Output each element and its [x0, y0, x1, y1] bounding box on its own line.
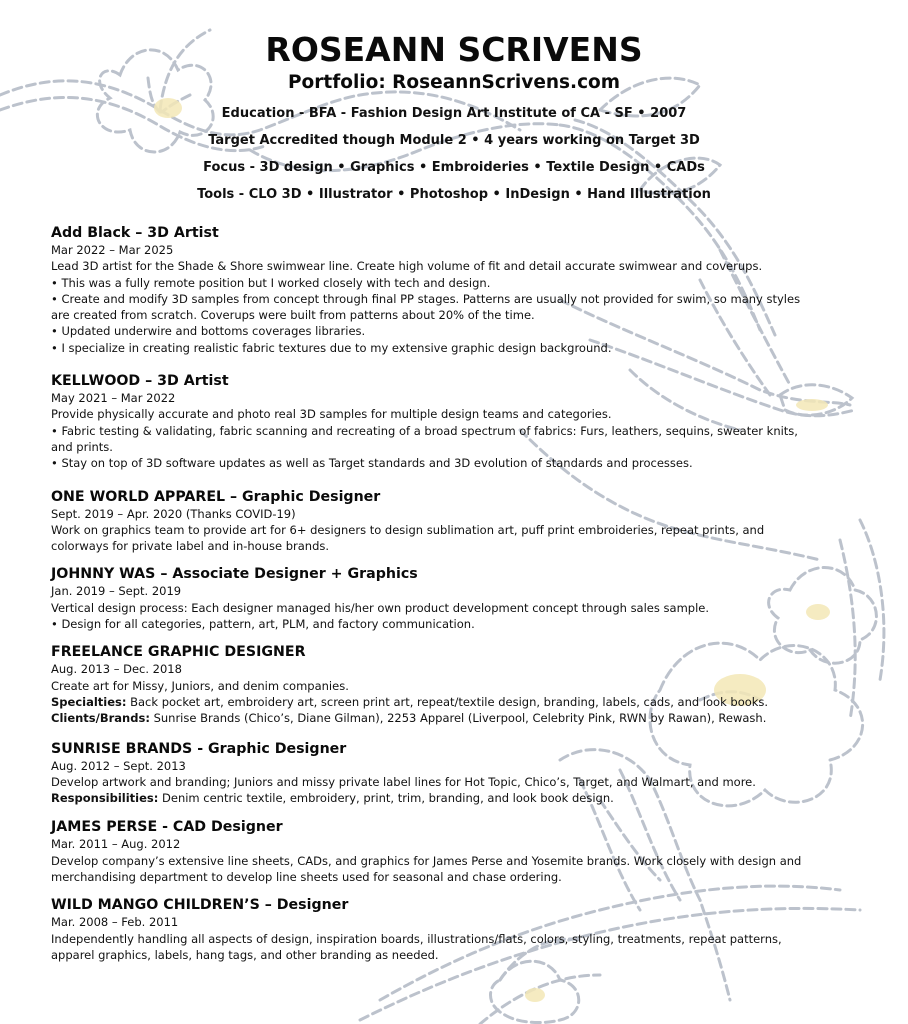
job-description-line: Independently handling all aspects of design, inspiration boards, illustrations/flats, colors, styling, treatments, repeat patterns,: [51, 931, 782, 946]
job-description-line: Create art for Missy, Juniors, and denim companies.: [51, 678, 349, 693]
job-entry: [51, 224, 866, 356]
job-entry: [51, 818, 866, 885]
job-title: JAMES PERSE - CAD Designer: [51, 819, 283, 836]
job-description-line: Lead 3D artist for the Shade & Shore swimwear line. Create high volume of fit and detail accurate swimwear and coverups.: [51, 259, 763, 274]
job-description-line: Develop company’s extensive line sheets, CADs, and graphics for James Perse and Yosemite brands. Work closely with design and: [51, 853, 802, 868]
job-dates: Aug. 2013 – Dec. 2018: [51, 662, 182, 677]
job-title: KELLWOOD – 3D Artist: [51, 373, 229, 390]
tools-line: Tools - CLO 3D • Illustrator • Photoshop • InDesign • Hand Illustration: [197, 187, 711, 202]
job-description-line: • Stay on top of 3D software updates as well as Target standards and 3D evolution of standards and processes.: [51, 456, 693, 471]
job-description-line: Provide physically accurate and photo real 3D samples for multiple design teams and categories.: [51, 407, 612, 422]
candidate-name: ROSEANN SCRIVENS: [265, 30, 643, 69]
job-description-line: [51, 694, 866, 710]
job-entry: [51, 740, 866, 807]
job-dates: May 2021 – Mar 2022: [51, 391, 176, 406]
job-description-line: • I specialize in creating realistic fabric textures due to my extensive graphic design background.: [51, 340, 612, 355]
resume-header: [0, 0, 908, 208]
job-title: ONE WORLD APPAREL – Graphic Designer: [51, 488, 381, 505]
job-description-line: [51, 710, 866, 726]
portfolio-link[interactable]: Portfolio: RoseannScrivens.com: [287, 72, 621, 93]
experience-section: [51, 224, 866, 963]
job-description-line: • Updated underwire and bottoms coverages libraries.: [51, 324, 366, 339]
job-description-line: and prints.: [51, 439, 113, 454]
job-dates: Aug. 2012 – Sept. 2013: [51, 758, 186, 773]
job-entry: [51, 488, 866, 555]
job-description-line: apparel graphics, labels, hang tags, and other branding as needed.: [51, 947, 439, 962]
job-description-line: • Create and modify 3D samples from concept through final PP stages. Patterns are usually not provided for swim, so many styles: [51, 291, 801, 306]
job-line-label: Responsibilities:: [51, 791, 159, 806]
job-description-line: • Fabric testing & validating, fabric scanning and recreating of a broad spectrum of fabrics: Furs, leathers, sequins, sweater knits,: [51, 423, 798, 438]
job-line-text: Denim centric textile, embroidery, print, trim, branding, and look book design.: [158, 791, 614, 806]
education-line: Education - BFA - Fashion Design Art Institute of CA - SF • 2007: [221, 106, 687, 121]
job-description-line: • Design for all categories, pattern, art, PLM, and factory communication.: [51, 617, 475, 632]
job-title: JOHNNY WAS – Associate Designer + Graphics: [51, 566, 418, 583]
job-line-text: Sunrise Brands (Chico’s, Diane Gilman), 2253 Apparel (Liverpool, Celebrity Pink, RWN by Rawan), Rewash.: [149, 711, 767, 726]
job-line-label: Clients/Brands:: [51, 711, 150, 726]
job-description-line: [51, 790, 866, 806]
job-description-line: are created from scratch. Coverups were built from patterns about 20% of the time.: [51, 308, 535, 323]
job-entry: [51, 643, 866, 726]
job-line-label: Specialties:: [51, 694, 127, 709]
job-entry: [51, 372, 866, 471]
job-entry: [51, 565, 866, 632]
job-description-line: • This was a fully remote position but I worked closely with tech and design.: [51, 275, 491, 290]
job-dates: Mar 2022 – Mar 2025: [51, 243, 174, 257]
job-dates: Jan. 2019 – Sept. 2019: [51, 584, 182, 599]
job-description-line: colorways for private label and in-house brands.: [51, 539, 330, 554]
job-description-line: merchandising department to develop line sheets used for seasonal and chase ordering.: [51, 870, 562, 885]
job-title: WILD MANGO CHILDREN’S – Designer: [51, 897, 349, 914]
job-description-line: Develop artwork and branding; Juniors and missy private label lines for Hot Topic, Chico’s, Target, and Walmart, and more.: [51, 774, 756, 789]
job-description-line: Work on graphics team to provide art for 6+ designers to design sublimation art, puff print embroideries, repeat prints, and: [51, 522, 765, 537]
job-title: FREELANCE GRAPHIC DESIGNER: [51, 644, 306, 661]
focus-line: Focus - 3D design • Graphics • Embroideries • Textile Design • CADs: [203, 160, 705, 175]
job-dates: Sept. 2019 – Apr. 2020 (Thanks COVID-19): [51, 506, 296, 521]
target-accreditation-line: Target Accredited though Module 2 • 4 years working on Target 3D: [208, 133, 700, 148]
job-title: Add Black – 3D Artist: [51, 225, 219, 241]
job-description-line: Vertical design process: Each designer managed his/her own product development concept through sales sample.: [51, 600, 709, 615]
job-dates: Mar. 2011 – Aug. 2012: [51, 837, 181, 852]
job-line-text: Back pocket art, embroidery art, screen print art, repeat/textile design, branding, labels, cads, and look books.: [126, 694, 769, 709]
job-title: SUNRISE BRANDS - Graphic Designer: [51, 740, 347, 757]
job-dates: Mar. 2008 – Feb. 2011: [51, 915, 179, 930]
job-entry: [51, 896, 866, 963]
